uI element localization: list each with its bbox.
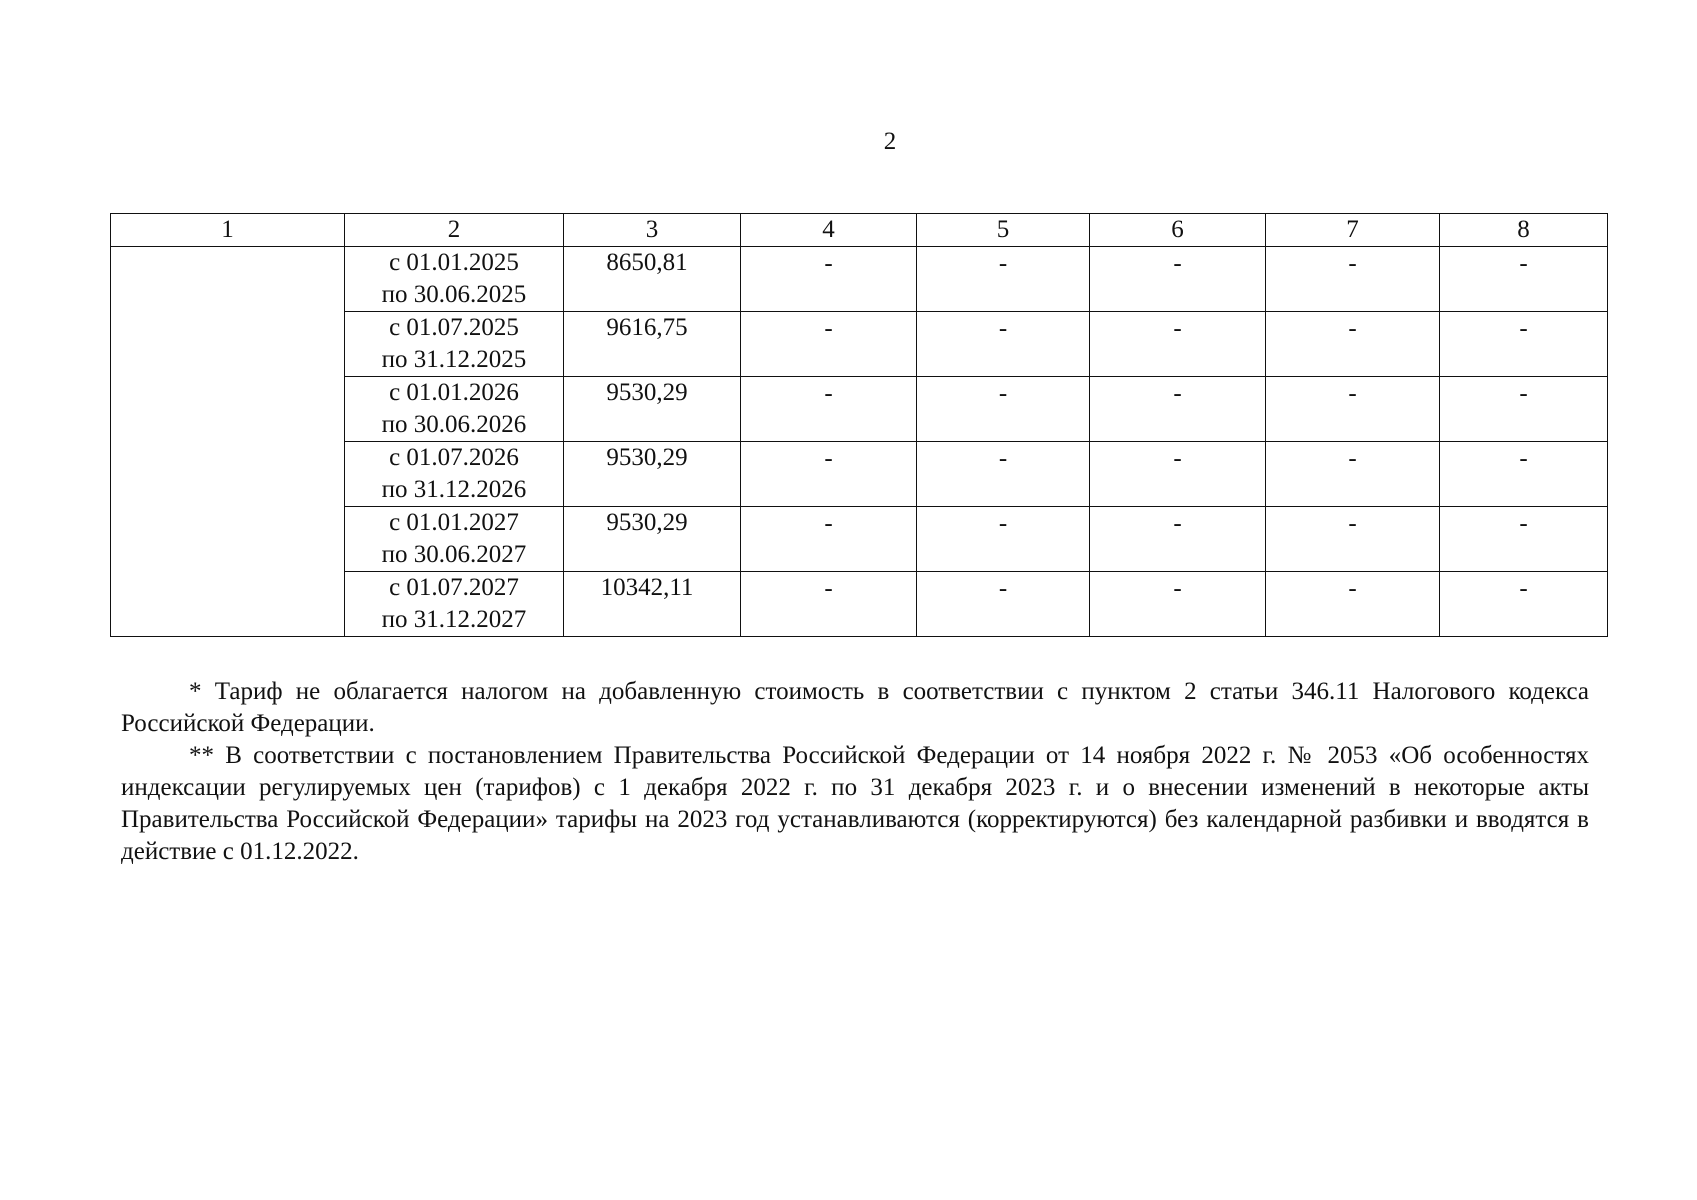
dash-cell: - bbox=[1266, 247, 1440, 312]
column-header: 5 bbox=[917, 214, 1090, 247]
column-header: 1 bbox=[111, 214, 345, 247]
dash-cell: - bbox=[1440, 247, 1608, 312]
dash-cell: - bbox=[1440, 442, 1608, 507]
merged-empty-cell bbox=[111, 247, 345, 637]
dash-cell: - bbox=[1266, 507, 1440, 572]
period-to: по 31.12.2027 bbox=[381, 606, 527, 633]
dash-cell: - bbox=[1090, 442, 1266, 507]
tariff-value: 10342,11 bbox=[564, 572, 741, 637]
column-header: 8 bbox=[1440, 214, 1608, 247]
dash-cell: - bbox=[1266, 377, 1440, 442]
dash-cell: - bbox=[741, 312, 917, 377]
period-cell bbox=[345, 377, 564, 442]
period-from: с 01.01.2026 bbox=[389, 379, 519, 406]
period-cell bbox=[345, 442, 564, 507]
dash-cell: - bbox=[917, 312, 1090, 377]
dash-cell: - bbox=[1266, 572, 1440, 637]
column-header: 4 bbox=[741, 214, 917, 247]
footnote-vat: * Тариф не облагается налогом на добавленную стоимость в соответствии с пунктом 2 статьи 346.11 Налогового кодекса Российской Федерации. bbox=[121, 678, 1589, 737]
dash-cell: - bbox=[741, 377, 917, 442]
period-to: по 31.12.2026 bbox=[381, 476, 527, 503]
dash-cell: - bbox=[1266, 442, 1440, 507]
dash-cell: - bbox=[1090, 312, 1266, 377]
dash-cell: - bbox=[917, 572, 1090, 637]
dash-cell: - bbox=[741, 442, 917, 507]
dash-cell: - bbox=[1090, 247, 1266, 312]
column-header: 3 bbox=[564, 214, 741, 247]
period-cell bbox=[345, 572, 564, 637]
column-header: 7 bbox=[1266, 214, 1440, 247]
tariff-table bbox=[110, 213, 1608, 637]
table-row bbox=[111, 247, 1608, 312]
dash-cell: - bbox=[917, 247, 1090, 312]
tariff-value: 9616,75 bbox=[564, 312, 741, 377]
dash-cell: - bbox=[741, 572, 917, 637]
dash-cell: - bbox=[1090, 377, 1266, 442]
period-to: по 31.12.2025 bbox=[381, 346, 527, 373]
dash-cell: - bbox=[1440, 507, 1608, 572]
dash-cell: - bbox=[917, 507, 1090, 572]
dash-cell: - bbox=[741, 247, 917, 312]
dash-cell: - bbox=[917, 377, 1090, 442]
dash-cell: - bbox=[1090, 507, 1266, 572]
period-from: с 01.01.2027 bbox=[389, 509, 519, 536]
dash-cell: - bbox=[741, 507, 917, 572]
column-header: 2 bbox=[345, 214, 564, 247]
period-to: по 30.06.2027 bbox=[381, 541, 527, 568]
tariff-value: 9530,29 bbox=[564, 507, 741, 572]
page-number: 2 bbox=[883, 128, 897, 155]
dash-cell: - bbox=[1266, 312, 1440, 377]
column-header: 6 bbox=[1090, 214, 1266, 247]
period-cell bbox=[345, 247, 564, 312]
table-header-row bbox=[111, 214, 1608, 247]
footnote-indexation: ** В соответствии с постановлением Правительства Российской Федерации от 14 ноября 2022 г. № 2053 «Об особенностях индексации регулируемых цен (тарифов) с 1 декабря 2022 г. по 31 декабря 2023 г. и о внесении изменений в некоторые акты Правительства Российской Федерации» тарифы на 2023 год устанавливаются (корректируются) без календарной разбивки и вводятся в действие с 01.12.2022. bbox=[121, 742, 1589, 865]
period-to: по 30.06.2026 bbox=[381, 411, 527, 438]
tariff-value: 8650,81 bbox=[564, 247, 741, 312]
period-from: с 01.07.2025 bbox=[389, 314, 519, 341]
dash-cell: - bbox=[917, 442, 1090, 507]
dash-cell: - bbox=[1440, 572, 1608, 637]
period-to: по 30.06.2025 bbox=[381, 281, 527, 308]
dash-cell: - bbox=[1440, 312, 1608, 377]
footnotes bbox=[121, 676, 1589, 868]
period-from: с 01.01.2025 bbox=[389, 249, 519, 276]
tariff-value: 9530,29 bbox=[564, 377, 741, 442]
period-from: с 01.07.2027 bbox=[389, 574, 519, 601]
period-cell bbox=[345, 507, 564, 572]
period-cell bbox=[345, 312, 564, 377]
dash-cell: - bbox=[1440, 377, 1608, 442]
tariff-value: 9530,29 bbox=[564, 442, 741, 507]
period-from: с 01.07.2026 bbox=[389, 444, 519, 471]
dash-cell: - bbox=[1090, 572, 1266, 637]
